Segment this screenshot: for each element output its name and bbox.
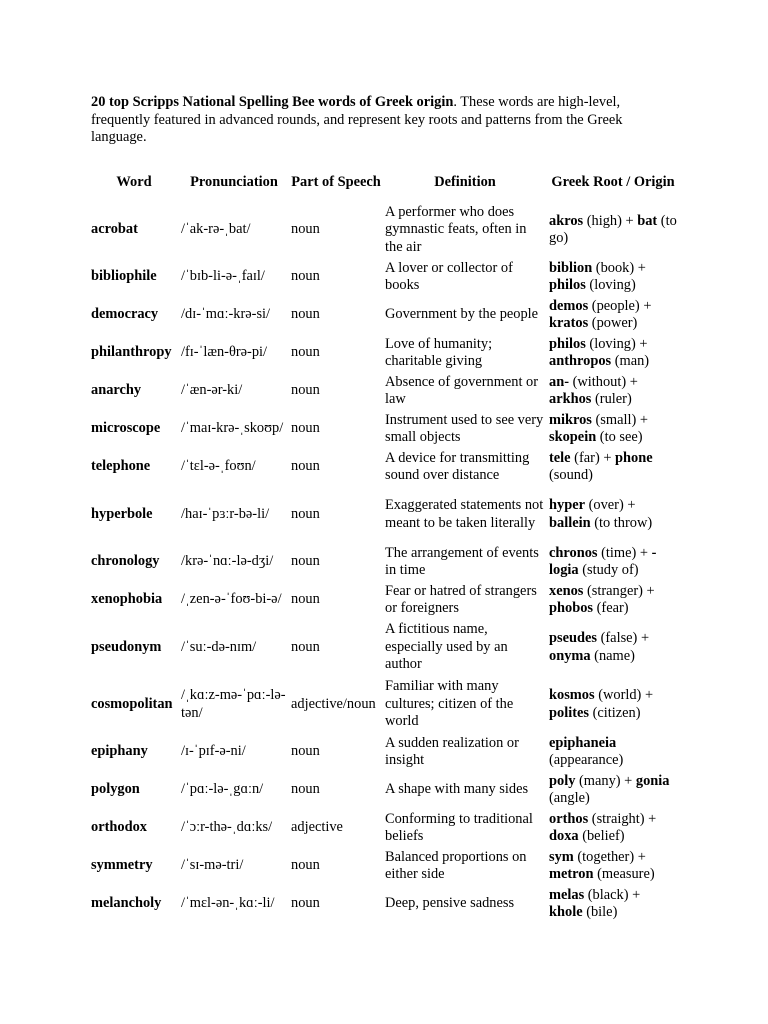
definition-cell: The arrangement of events in time — [385, 544, 539, 578]
root-meaning: (time) + — [597, 544, 652, 561]
root-meaning: (far) + — [570, 449, 616, 466]
root-term: mikros — [549, 411, 592, 428]
header-pronunciation: Pronunciation — [190, 174, 278, 191]
header-word: Word — [116, 174, 152, 191]
greek-words-table — [89, 164, 679, 923]
part-of-speech-cell: noun — [291, 458, 320, 475]
definition-cell: Fear or hatred of strangers or foreigners — [385, 582, 537, 616]
root-meaning: (over) + — [584, 497, 636, 513]
part-of-speech-cell: noun — [291, 781, 320, 798]
root-term: metron — [549, 866, 594, 882]
word-cell: bibliophile — [91, 268, 157, 285]
root-term: phobos — [549, 600, 594, 616]
word-cell: telephone — [91, 458, 151, 475]
root-meaning: (sound) — [549, 467, 593, 483]
greek-root-cell — [547, 733, 679, 771]
root-meaning: (world) + — [594, 687, 654, 703]
table-row — [89, 410, 679, 448]
header-definition: Definition — [434, 174, 496, 191]
root-term: an- — [549, 373, 569, 390]
root-meaning: (black) + — [584, 886, 641, 903]
word-cell: epiphany — [91, 743, 148, 760]
greek-root-cell — [547, 258, 679, 296]
greek-root-cell — [547, 410, 679, 448]
root-term: philos — [549, 277, 586, 293]
word-cell: democracy — [91, 306, 159, 323]
word-cell: pseudonym — [91, 638, 162, 655]
definition-cell: A device for transmitting sound over distance — [385, 449, 530, 483]
greek-root-cell — [547, 771, 679, 809]
root-meaning: (small) + — [591, 411, 648, 428]
greek-root-cell — [547, 676, 679, 733]
definition-cell: A shape with many sides — [385, 781, 529, 798]
root-term: phone — [615, 449, 653, 466]
pronunciation-cell: /ˈsuː-də-nɪm/ — [181, 638, 257, 655]
part-of-speech-cell: noun — [291, 268, 320, 285]
pronunciation-cell: /ˈak-rə-ˌbat/ — [181, 221, 251, 238]
root-term: pseudes — [549, 630, 597, 646]
intro-paragraph — [91, 94, 681, 147]
table-row — [89, 202, 679, 258]
word-cell: microscope — [91, 420, 161, 437]
table-row — [89, 543, 679, 581]
pronunciation-cell: /ˌzen-ə-ˈfoʊ-bi-ə/ — [181, 591, 282, 608]
pronunciation-cell: /ˈbɪb-li-ə-ˌfaɪl/ — [181, 268, 265, 285]
table-row — [89, 372, 679, 410]
root-meaning: (bile) — [582, 904, 618, 920]
root-term: arkhos — [549, 391, 592, 407]
table-row — [89, 733, 679, 771]
root-meaning: (loving) — [585, 277, 636, 293]
header-part-of-speech: Part of Speech — [291, 174, 381, 191]
table-row — [89, 771, 679, 809]
table-row — [89, 847, 679, 885]
root-meaning: (together) + — [573, 848, 646, 865]
root-term: epiphaneia — [549, 734, 617, 751]
root-term: orthos — [549, 810, 589, 827]
table-row — [89, 486, 679, 543]
table-row — [89, 676, 679, 733]
pronunciation-cell: /ˈtɛl-ə-ˌfoʊn/ — [181, 458, 256, 475]
pronunciation-cell: /ˈɔːr-thə-ˌdɑːks/ — [181, 819, 273, 836]
root-term: ballein — [549, 514, 591, 531]
table-row — [89, 334, 679, 372]
part-of-speech-cell: noun — [291, 857, 320, 874]
root-term: anthropos — [549, 353, 612, 369]
root-meaning: (to throw) — [590, 514, 653, 531]
root-meaning: (book) + — [592, 259, 646, 276]
pronunciation-cell: /fɪ-ˈlæn-θrə-pi/ — [181, 344, 268, 361]
table-row — [89, 885, 679, 923]
pronunciation-cell: /ˈsɪ-mə-tri/ — [181, 857, 244, 874]
greek-root-cell — [547, 581, 679, 619]
table-row — [89, 448, 679, 486]
table-row — [89, 296, 679, 334]
part-of-speech-cell: noun — [291, 743, 320, 760]
word-cell: hyperbole — [91, 505, 153, 522]
root-meaning: (fear) — [593, 600, 629, 616]
pronunciation-cell: /dɪ-ˈmɑː-krə-si/ — [181, 306, 271, 323]
root-term: polites — [549, 704, 589, 721]
word-cell: acrobat — [91, 221, 138, 238]
definition-cell: A fictitious name, especially used by an author — [385, 621, 508, 673]
root-meaning: (high) + — [583, 212, 638, 229]
part-of-speech-cell: noun — [291, 505, 320, 522]
root-meaning: (to go) — [549, 212, 677, 246]
root-term: hyper — [549, 497, 585, 513]
root-meaning: (appearance) — [549, 752, 624, 768]
root-term: -logia — [549, 544, 657, 578]
word-cell: polygon — [91, 781, 140, 798]
pronunciation-cell: /ˈmaɪ-krə-ˌskoʊp/ — [181, 420, 284, 437]
root-term: demos — [549, 297, 589, 314]
table-row — [89, 809, 679, 847]
root-term: doxa — [549, 828, 579, 844]
definition-cell: A performer who does gymnastic feats, often in the air — [385, 203, 527, 255]
header-greek-root: Greek Root / Origin — [551, 174, 675, 191]
root-term: sym — [549, 848, 574, 865]
definition-cell: Deep, pensive sadness — [385, 895, 515, 912]
intro-title: 20 top Scripps National Spelling Bee words of Greek origin — [91, 94, 454, 110]
root-meaning: (straight) + — [588, 810, 657, 827]
word-cell: xenophobia — [91, 591, 163, 608]
part-of-speech-cell: noun — [291, 306, 320, 323]
greek-root-cell — [547, 202, 679, 258]
root-term: philos — [549, 335, 586, 352]
root-meaning: (power) — [588, 315, 638, 331]
root-term: onyma — [549, 647, 591, 664]
definition-cell: Familiar with many cultures; citizen of the world — [385, 678, 514, 730]
part-of-speech-cell: noun — [291, 221, 320, 238]
greek-root-cell — [547, 885, 679, 923]
part-of-speech-cell: noun — [291, 420, 320, 437]
root-meaning: (loving) + — [585, 335, 648, 352]
greek-root-cell — [547, 847, 679, 885]
root-term: skopein — [549, 429, 597, 445]
root-meaning: (stranger) + — [583, 582, 655, 599]
greek-root-cell — [547, 809, 679, 847]
root-term: akros — [549, 212, 584, 229]
root-term: gonia — [635, 772, 670, 789]
greek-root-cell — [547, 619, 679, 676]
root-meaning: (citizen) — [588, 704, 641, 721]
root-meaning: (measure) — [593, 866, 655, 882]
pronunciation-cell: /ˈpɑː-lə-ˌgɑːn/ — [181, 781, 264, 798]
definition-cell: A lover or collector of books — [385, 259, 513, 293]
root-term: melas — [549, 886, 585, 903]
table-header-row — [89, 164, 679, 202]
root-meaning: (belief) — [578, 828, 625, 844]
greek-root-cell — [547, 372, 679, 410]
word-cell: symmetry — [91, 857, 153, 874]
part-of-speech-cell: noun — [291, 382, 320, 399]
word-cell: cosmopolitan — [91, 695, 173, 712]
greek-root-cell — [547, 334, 679, 372]
part-of-speech-cell: noun — [291, 591, 320, 608]
root-meaning: (without) + — [569, 373, 638, 390]
greek-root-cell — [547, 543, 679, 581]
root-meaning: (many) + — [575, 772, 636, 789]
greek-root-cell — [547, 486, 679, 543]
part-of-speech-cell: noun — [291, 553, 320, 570]
root-meaning: (angle) — [549, 790, 590, 806]
part-of-speech-cell: adjective/noun — [291, 695, 376, 712]
greek-root-cell — [547, 448, 679, 486]
root-meaning: (false) + — [597, 630, 650, 646]
pronunciation-cell: /ˈæn-ər-ki/ — [181, 382, 243, 399]
definition-cell: Balanced proportions on either side — [385, 848, 527, 882]
definition-cell: Conforming to traditional beliefs — [385, 810, 533, 844]
root-term: poly — [549, 772, 576, 789]
word-cell: orthodox — [91, 819, 147, 836]
part-of-speech-cell: noun — [291, 638, 320, 655]
root-meaning: (man) — [611, 353, 650, 369]
pronunciation-cell: /krə-ˈnɑː-lə-dʒi/ — [181, 553, 274, 570]
table-row — [89, 619, 679, 676]
root-term: kratos — [549, 315, 589, 331]
word-cell: melancholy — [91, 895, 162, 912]
root-meaning: (to see) — [596, 429, 643, 445]
word-cell: philanthropy — [91, 344, 172, 361]
table-row — [89, 258, 679, 296]
pronunciation-cell: /ɪ-ˈpɪf-ə-ni/ — [181, 743, 246, 760]
part-of-speech-cell: noun — [291, 344, 320, 361]
table-row — [89, 581, 679, 619]
root-term: bat — [637, 212, 658, 229]
intro-text: . These words are high-level, frequently featured in advanced rounds, and represent key roots and patterns from the Greek language. — [91, 94, 623, 145]
part-of-speech-cell: noun — [291, 895, 320, 912]
root-meaning: (ruler) — [591, 391, 632, 407]
root-term: chronos — [549, 544, 598, 561]
root-meaning: (people) + — [588, 297, 652, 314]
definition-cell: Government by the people — [385, 306, 539, 323]
table-body — [89, 202, 679, 923]
root-term: biblion — [549, 259, 593, 276]
root-meaning: (study of) — [578, 562, 639, 578]
definition-cell: Absence of government or law — [385, 373, 539, 407]
greek-root-cell — [547, 296, 679, 334]
root-term: khole — [549, 904, 583, 920]
pronunciation-cell: /haɪ-ˈpɜːr-bə-li/ — [181, 505, 270, 522]
root-meaning: (name) — [590, 647, 635, 664]
pronunciation-cell: /ˈmɛl-ən-ˌkɑː-li/ — [181, 895, 275, 912]
pronunciation-cell: /ˌkɑːz-mə-ˈpɑː-lə-tən/ — [181, 687, 286, 721]
word-cell: chronology — [91, 553, 160, 570]
word-cell: anarchy — [91, 382, 142, 399]
part-of-speech-cell: adjective — [291, 819, 343, 836]
root-term: kosmos — [549, 687, 595, 703]
definition-cell: Instrument used to see very small objects — [385, 411, 544, 445]
definition-cell: Exaggerated statements not meant to be taken literally — [385, 497, 544, 531]
root-term: tele — [549, 449, 571, 466]
definition-cell: Love of humanity; charitable giving — [385, 335, 493, 369]
root-term: xenos — [549, 582, 584, 599]
definition-cell: A sudden realization or insight — [385, 734, 519, 768]
